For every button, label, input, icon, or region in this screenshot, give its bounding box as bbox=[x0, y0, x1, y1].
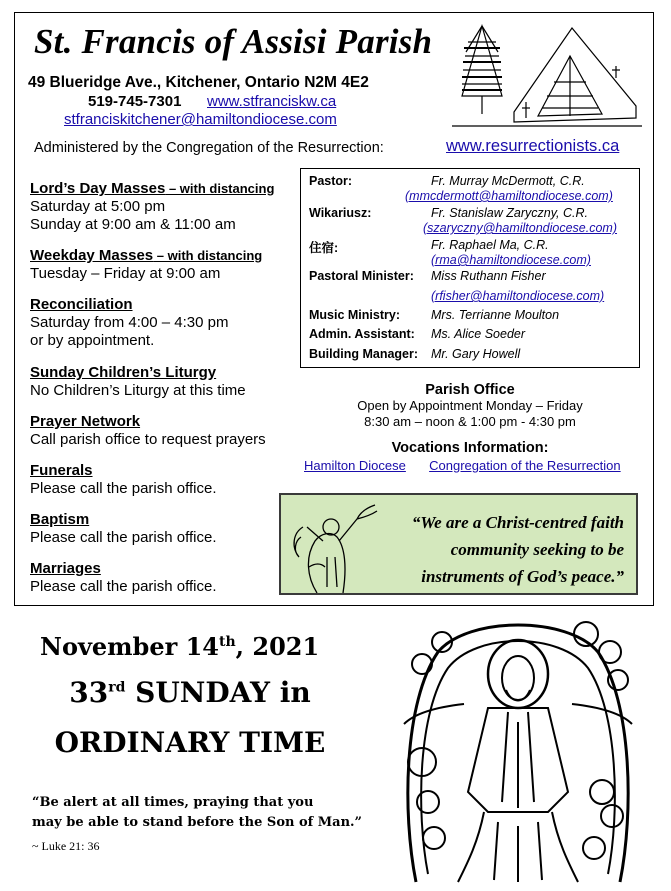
staff-email-link[interactable]: (szaryczny@hamiltondiocese.com) bbox=[423, 221, 618, 235]
section-line: Sunday at 9:00 am & 11:00 am bbox=[30, 216, 236, 233]
staff-name: Mr. Gary Howell bbox=[431, 347, 521, 361]
staff-name: Fr. Murray McDermott, C.R. bbox=[431, 174, 585, 188]
section-marriages bbox=[30, 560, 217, 596]
scripture-reference: ~ Luke 21: 36 bbox=[32, 839, 100, 853]
staff-name: Fr. Stanislaw Zaryczny, C.R. bbox=[431, 206, 588, 220]
section-line: Please call the parish office. bbox=[30, 578, 217, 595]
staff-name: Ms. Alice Soeder bbox=[431, 327, 526, 341]
verse-line: “Be alert at all times, praying that you bbox=[32, 795, 314, 810]
verse-line: may be able to stand before the Son of Man.” bbox=[32, 815, 363, 830]
parish-office bbox=[300, 382, 640, 430]
section-lords-day-masses bbox=[30, 180, 274, 234]
administered-by: Administered by the Congregation of the Resurrection: bbox=[34, 140, 384, 156]
staff-directory bbox=[300, 168, 640, 368]
staff-role: Building Manager: bbox=[309, 347, 419, 361]
staff-name: Fr. Raphael Ma, C.R. bbox=[431, 238, 549, 252]
scripture-verse bbox=[32, 793, 362, 833]
quote-line: “We are a Christ-centred faith bbox=[411, 513, 624, 532]
date-text: November 14 bbox=[40, 632, 220, 661]
section-reconciliation bbox=[30, 296, 228, 350]
section-line: No Children’s Liturgy at this time bbox=[30, 382, 246, 399]
staff-role: Wikariusz: bbox=[309, 206, 372, 220]
vocations-heading: Vocations Information: bbox=[391, 440, 549, 456]
section-line: Call parish office to request prayers bbox=[30, 431, 266, 448]
section-heading: Sunday Children’s Liturgy bbox=[30, 364, 217, 381]
risen-christ-illustration bbox=[398, 612, 638, 884]
sunday-number: 33 bbox=[69, 676, 109, 709]
section-childrens-liturgy bbox=[30, 364, 246, 400]
section-baptism bbox=[30, 511, 217, 547]
parish-address: 49 Blueridge Ave., Kitchener, Ontario N2M 4E2 bbox=[28, 74, 369, 91]
section-line: Please call the parish office. bbox=[30, 529, 217, 546]
sunday-suffix: rd bbox=[108, 679, 126, 696]
section-weekday-masses bbox=[30, 247, 262, 283]
section-heading: Baptism bbox=[30, 511, 90, 528]
section-heading: Lord’s Day Masses bbox=[30, 180, 166, 197]
staff-email-link[interactable]: (rfisher@hamiltondiocese.com) bbox=[431, 289, 605, 303]
office-hours-line: Open by Appointment Monday – Friday bbox=[357, 398, 583, 413]
parish-website-link[interactable]: www.stfranciskw.ca bbox=[207, 93, 337, 110]
section-funerals bbox=[30, 462, 217, 498]
staff-role: Pastor: bbox=[309, 174, 353, 188]
hamilton-diocese-link[interactable]: Hamilton Diocese bbox=[304, 458, 406, 473]
section-heading: Prayer Network bbox=[30, 413, 141, 430]
section-heading: Funerals bbox=[30, 462, 93, 479]
church-illustration bbox=[452, 22, 642, 134]
office-heading: Parish Office bbox=[425, 382, 515, 398]
mission-statement-box bbox=[279, 493, 638, 595]
parish-title: St. Francis of Assisi Parish bbox=[34, 22, 433, 61]
vocations-links bbox=[304, 458, 621, 473]
date-suffix: th bbox=[219, 634, 236, 650]
section-prayer-network bbox=[30, 413, 266, 449]
section-line: Saturday from 4:00 – 4:30 pm bbox=[30, 314, 229, 331]
resurrectionists-link[interactable]: www.resurrectionists.ca bbox=[446, 137, 620, 155]
quote-line: community seeking to be bbox=[450, 540, 624, 559]
staff-role: 住宿: bbox=[309, 241, 339, 255]
section-heading: Weekday Masses bbox=[30, 247, 154, 264]
date-year: , 2021 bbox=[235, 632, 320, 661]
section-heading: Reconciliation bbox=[30, 296, 133, 313]
parish-phone: 519-745-7301 bbox=[88, 93, 182, 110]
parish-email-link[interactable]: stfranciskitchener@hamiltondiocese.com bbox=[64, 111, 337, 128]
sunday-title-line2: ORDINARY TIME bbox=[54, 726, 326, 759]
staff-role: Admin. Assistant: bbox=[309, 327, 415, 341]
section-line: or by appointment. bbox=[30, 332, 155, 349]
staff-email-link[interactable]: (rma@hamiltondiocese.com) bbox=[431, 253, 591, 267]
section-line: Saturday at 5:00 pm bbox=[30, 198, 166, 215]
staff-role: Pastoral Minister: bbox=[309, 269, 414, 283]
quote-line: instruments of God’s peace.” bbox=[421, 567, 624, 586]
sunday-title-line1 bbox=[0, 676, 380, 709]
section-heading-note: – with distancing bbox=[165, 181, 275, 196]
staff-email-link[interactable]: (mmcdermott@hamiltondiocese.com) bbox=[405, 189, 613, 203]
staff-name: Mrs. Terrianne Moulton bbox=[431, 308, 560, 322]
staff-role: Music Ministry: bbox=[309, 308, 400, 322]
section-line: Please call the parish office. bbox=[30, 480, 217, 497]
section-line: Tuesday – Friday at 9:00 am bbox=[30, 265, 221, 282]
bulletin-date bbox=[40, 632, 319, 661]
office-hours-line: 8:30 am – noon & 1:00 pm - 4:30 pm bbox=[364, 414, 576, 429]
sunday-text: SUNDAY in bbox=[125, 676, 311, 709]
section-heading-note: – with distancing bbox=[153, 248, 263, 263]
congregation-resurrection-link[interactable]: Congregation of the Resurrection bbox=[429, 458, 621, 473]
staff-name: Miss Ruthann Fisher bbox=[431, 269, 546, 283]
mission-quote bbox=[364, 509, 624, 590]
section-heading: Marriages bbox=[30, 560, 101, 577]
